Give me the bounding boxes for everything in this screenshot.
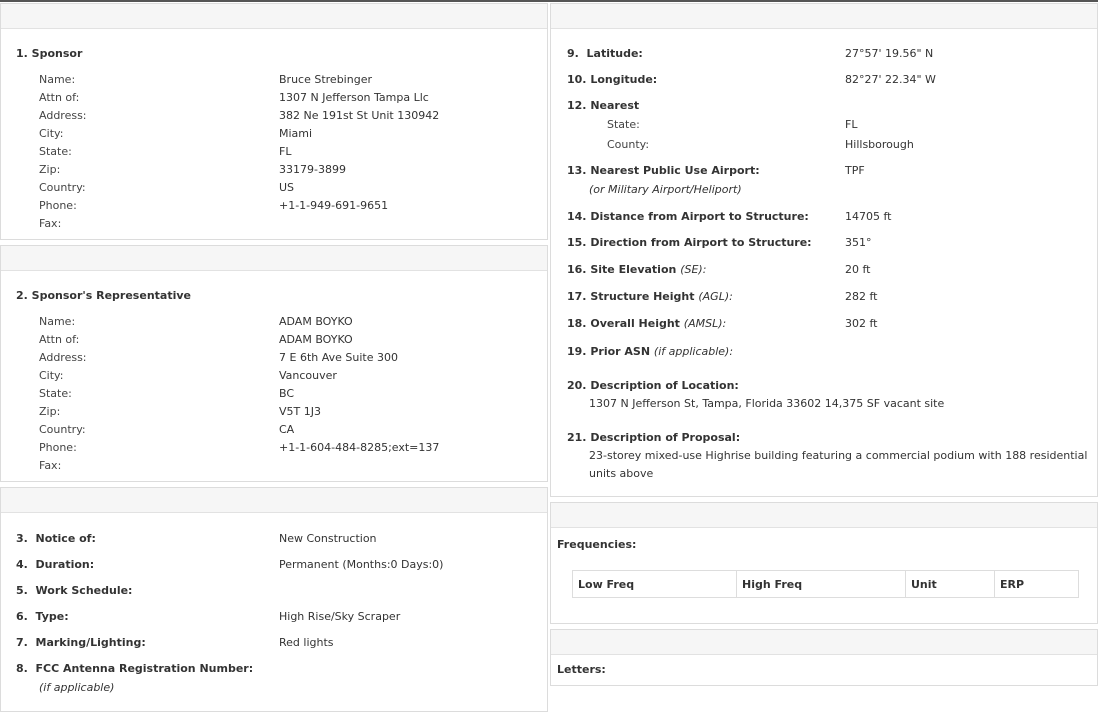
nearest-county-label: County: (607, 138, 650, 151)
latitude-value: 27°57' 19.56" N (845, 47, 934, 60)
column-header-high-freq: High Freq (737, 571, 906, 598)
direction-value: 351° (845, 236, 872, 249)
sponsor-row-label: Phone: (39, 199, 77, 212)
airport-value: TPF (845, 164, 865, 177)
frequencies-header-row (573, 571, 1079, 598)
frequencies-panel (550, 502, 1098, 624)
column-header-erp: ERP (995, 571, 1079, 598)
representative-row-label: City: (39, 369, 64, 382)
frequencies-panel-header (551, 503, 1097, 528)
nearest-state-value: FL (845, 118, 858, 131)
representative-row-label: Zip: (39, 405, 61, 418)
overall-height-label: 18. Overall Height (AMSL): (567, 317, 727, 330)
site-elevation-label: 16. Site Elevation (SE): (567, 263, 707, 276)
desc-proposal-line1: 23-storey mixed-use Highrise building featuring a commercial podium with 188 residential (589, 449, 1088, 462)
representative-row-label: Phone: (39, 441, 77, 454)
structure-height-label: 17. Structure Height (AGL): (567, 290, 733, 303)
notice-row-label: 4. Duration: (16, 558, 95, 571)
notice-row-label: 6. Type: (16, 610, 69, 623)
desc-proposal-label: 21. Description of Proposal: (567, 431, 741, 444)
sponsor-row-value: 382 Ne 191st St Unit 130942 (279, 109, 440, 122)
representative-row-label: Name: (39, 315, 76, 328)
representative-panel-header (1, 246, 547, 271)
top-border (0, 0, 1098, 2)
desc-proposal-line2: units above (589, 467, 654, 480)
direction-label: 15. Direction from Airport to Structure: (567, 236, 812, 249)
airport-label: 13. Nearest Public Use Airport: (567, 164, 760, 177)
sponsor-row-label: City: (39, 127, 64, 140)
sponsor-row-value: US (279, 181, 295, 194)
representative-row-value: BC (279, 387, 295, 400)
representative-panel (0, 245, 548, 482)
sponsor-row-value: Bruce Strebinger (279, 73, 372, 86)
nearest-county-value: Hillsborough (845, 138, 914, 151)
sponsor-row-label: Fax: (39, 217, 62, 230)
column-header-unit: Unit (906, 571, 995, 598)
sponsor-panel (0, 3, 548, 240)
notice-row-label: 8. FCC Antenna Registration Number: (16, 662, 254, 675)
representative-row-label: Country: (39, 423, 86, 436)
sponsor-row-label: State: (39, 145, 72, 158)
sponsor-panel-header (1, 4, 547, 29)
sponsor-row-value: 33179-3899 (279, 163, 346, 176)
nearest-label: 12. Nearest (567, 99, 640, 112)
desc-location-value: 1307 N Jefferson St, Tampa, Florida 33602 14,375 SF vacant site (589, 397, 945, 410)
frequencies-table (572, 570, 1079, 598)
sponsor-row-label: Name: (39, 73, 76, 86)
representative-row-value: ADAM BOYKO (279, 333, 353, 346)
notice-row-label: 7. Marking/Lighting: (16, 636, 146, 649)
airport-sub-label: (or Military Airport/Heliport) (589, 183, 742, 196)
notice-panel-header (1, 488, 547, 513)
site-elevation-value: 20 ft (845, 263, 871, 276)
letters-panel (550, 629, 1098, 686)
desc-location-label: 20. Description of Location: (567, 379, 739, 392)
representative-row-value: Vancouver (279, 369, 337, 382)
representative-row-label: Fax: (39, 459, 62, 472)
representative-row-value: V5T 1J3 (279, 405, 321, 418)
distance-label: 14. Distance from Airport to Structure: (567, 210, 809, 223)
notice-row-value: Red lights (279, 636, 334, 649)
notice-row-value: New Construction (279, 532, 377, 545)
representative-row-value: ADAM BOYKO (279, 315, 353, 328)
sponsor-heading: 1. Sponsor (16, 47, 83, 60)
notice-row-value: Permanent (Months:0 Days:0) (279, 558, 444, 571)
location-panel-header (551, 4, 1097, 29)
prior-asn-label: 19. Prior ASN (if applicable): (567, 345, 734, 358)
notice-row-sub-label: (if applicable) (39, 681, 115, 694)
representative-row-value: +1-1-604-484-8285;ext=137 (279, 441, 440, 454)
distance-value: 14705 ft (845, 210, 892, 223)
representative-row-label: Attn of: (39, 333, 80, 346)
notice-row-label: 5. Work Schedule: (16, 584, 133, 597)
sponsor-row-label: Zip: (39, 163, 61, 176)
sponsor-row-value: 1307 N Jefferson Tampa Llc (279, 91, 429, 104)
location-panel (550, 3, 1098, 497)
latitude-label: 9. Latitude: (567, 47, 643, 60)
sponsor-row-value: FL (279, 145, 292, 158)
representative-row-value: 7 E 6th Ave Suite 300 (279, 351, 398, 364)
sponsor-row-label: Attn of: (39, 91, 80, 104)
notice-row-label: 3. Notice of: (16, 532, 96, 545)
longitude-label: 10. Longitude: (567, 73, 658, 86)
frequencies-title: Frequencies: (557, 538, 637, 551)
overall-height-value: 302 ft (845, 317, 878, 330)
notice-panel (0, 487, 548, 712)
sponsor-row-label: Country: (39, 181, 86, 194)
representative-heading: 2. Sponsor's Representative (16, 289, 191, 302)
letters-panel-header (551, 630, 1097, 655)
longitude-value: 82°27' 22.34" W (845, 73, 936, 86)
sponsor-row-label: Address: (39, 109, 87, 122)
letters-title: Letters: (557, 663, 606, 676)
column-header-low-freq: Low Freq (573, 571, 737, 598)
representative-row-label: Address: (39, 351, 87, 364)
notice-row-value: High Rise/Sky Scraper (279, 610, 401, 623)
sponsor-row-value: +1-1-949-691-9651 (279, 199, 389, 212)
representative-row-value: CA (279, 423, 295, 436)
sponsor-row-value: Miami (279, 127, 313, 140)
representative-row-label: State: (39, 387, 72, 400)
nearest-state-label: State: (607, 118, 640, 131)
structure-height-value: 282 ft (845, 290, 878, 303)
